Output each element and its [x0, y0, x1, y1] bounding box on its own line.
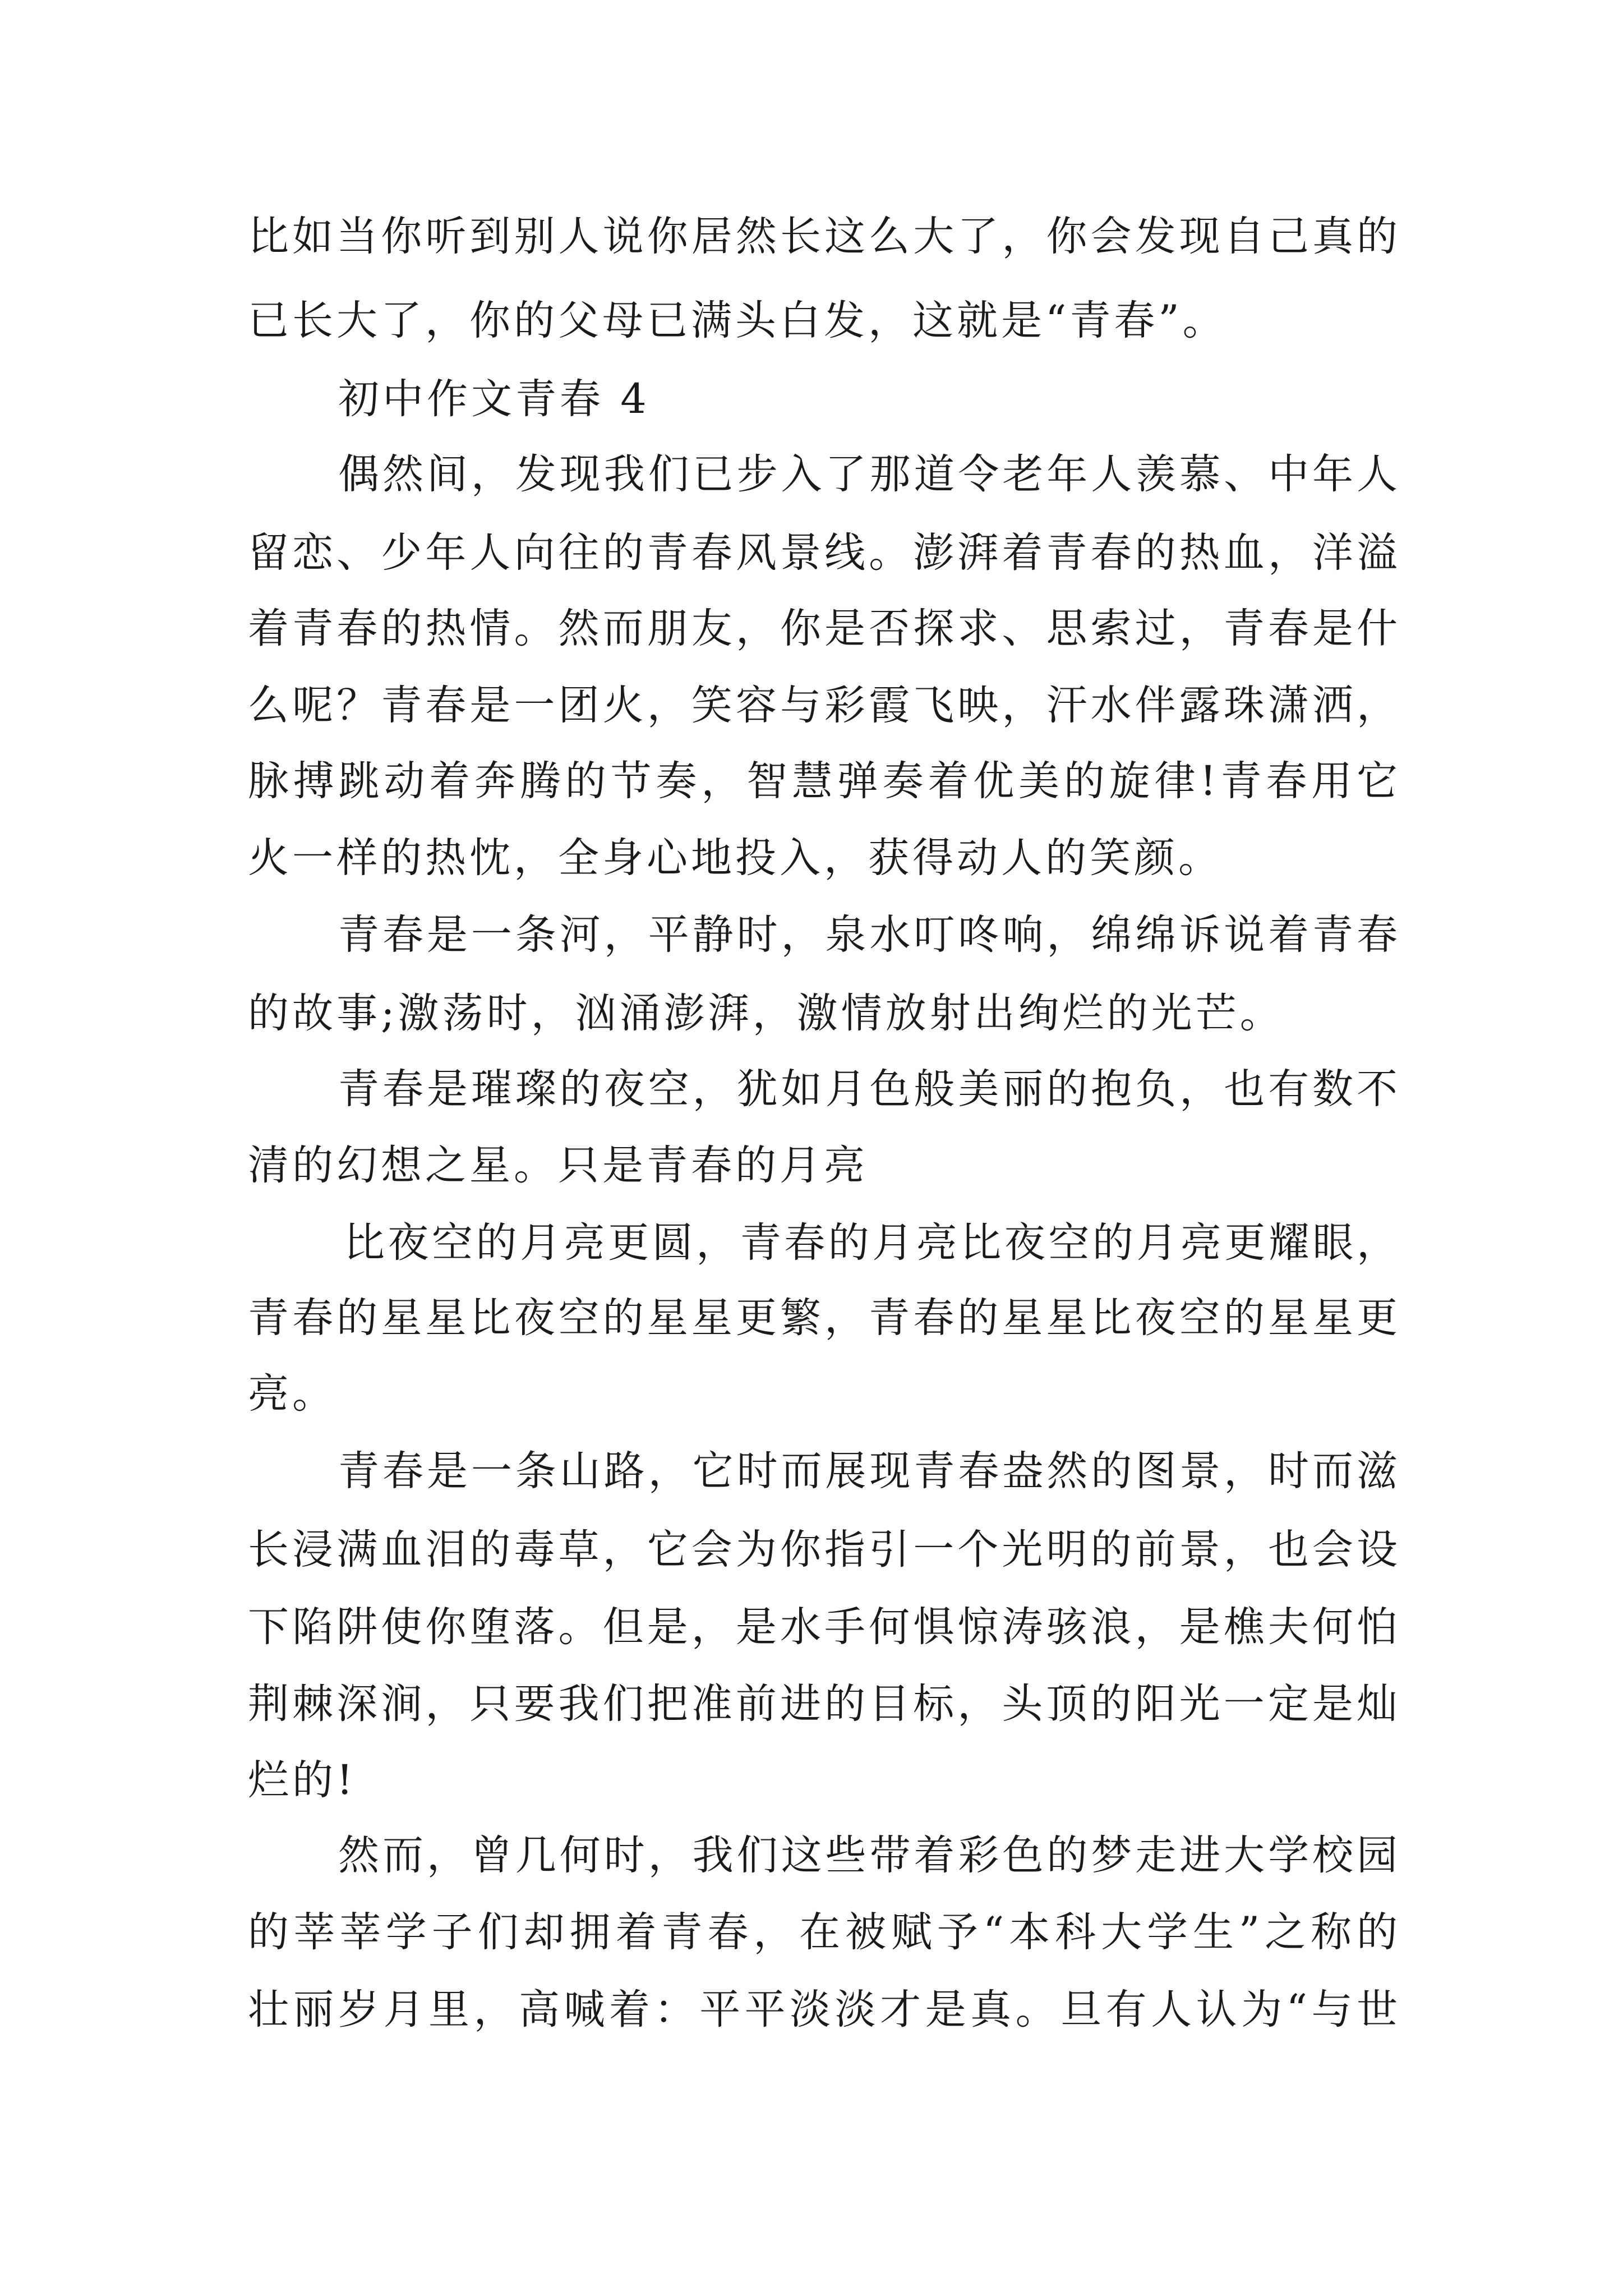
text-line: 壮丽岁月里，高喊着：平平淡淡才是真。旦有人认为“与世 — [248, 1986, 1398, 2033]
text-line: 留恋、少年人向往的青春风景线。澎湃着青春的热血，洋溢 — [248, 529, 1398, 577]
text-line: 长浸满血泪的毒草，它会为你指引一个光明的前景，也会设 — [248, 1526, 1398, 1573]
text-line: 下陷阱使你堕落。但是，是水手何惧惊涛骇浪，是樵夫何怕 — [248, 1603, 1398, 1651]
text-line: 火一样的热忱，全身心地投入，获得动人的笑颜。 — [248, 834, 1223, 882]
text-line: 着青春的热情。然而朋友，你是否探求、思索过，青春是什 — [248, 605, 1398, 652]
text-line: 烂的! — [248, 1756, 357, 1804]
text-line: 清的幻想之星。只是青春的月亮 — [248, 1142, 868, 1189]
text-line: 荆棘深涧，只要我们把准前进的目标，头顶的阳光一定是灿 — [248, 1680, 1398, 1728]
text-line: 已长大了，你的父母已满头白发，这就是“青春”。 — [248, 297, 1227, 344]
section-heading: 初中作文青春 4 — [338, 375, 650, 423]
text-line: 青春是一条河，平静时，泉水叮咚响，绵绵诉说着青春 — [338, 911, 1398, 959]
text-line: 比如当你听到别人说你居然长这么大了，你会发现自己真的 — [248, 213, 1398, 260]
text-line: 么呢？青春是一团火，笑容与彩霞飞映，汗水伴露珠潇洒， — [248, 682, 1398, 729]
text-line: 青春是一条山路，它时而展现青春盎然的图景，时而滋 — [338, 1447, 1398, 1495]
text-line: 比夜空的月亮更圆，青春的月亮比夜空的月亮更耀眼， — [344, 1219, 1398, 1267]
text-line: 青春是璀璨的夜空，犹如月色般美丽的抱负，也有数不 — [338, 1065, 1398, 1113]
text-line: 青春的星星比夜空的星星更繁，青春的星星比夜空的星星更 — [248, 1294, 1398, 1342]
text-line: 偶然间，发现我们已步入了那道令老年人羡慕、中年人 — [338, 450, 1398, 498]
text-line: 的莘莘学子们却拥着青春，在被赋予“本科大学生”之称的 — [248, 1908, 1398, 1956]
text-line: 的故事;激荡时，汹涌澎湃，激情放射出绚烂的光芒。 — [248, 990, 1284, 1037]
text-line: 然而，曾几何时，我们这些带着彩色的梦走进大学校园 — [338, 1832, 1398, 1879]
text-line: 亮。 — [248, 1370, 336, 1418]
text-line: 脉搏跳动着奔腾的节奏，智慧弹奏着优美的旋律!青春用它 — [248, 757, 1398, 805]
